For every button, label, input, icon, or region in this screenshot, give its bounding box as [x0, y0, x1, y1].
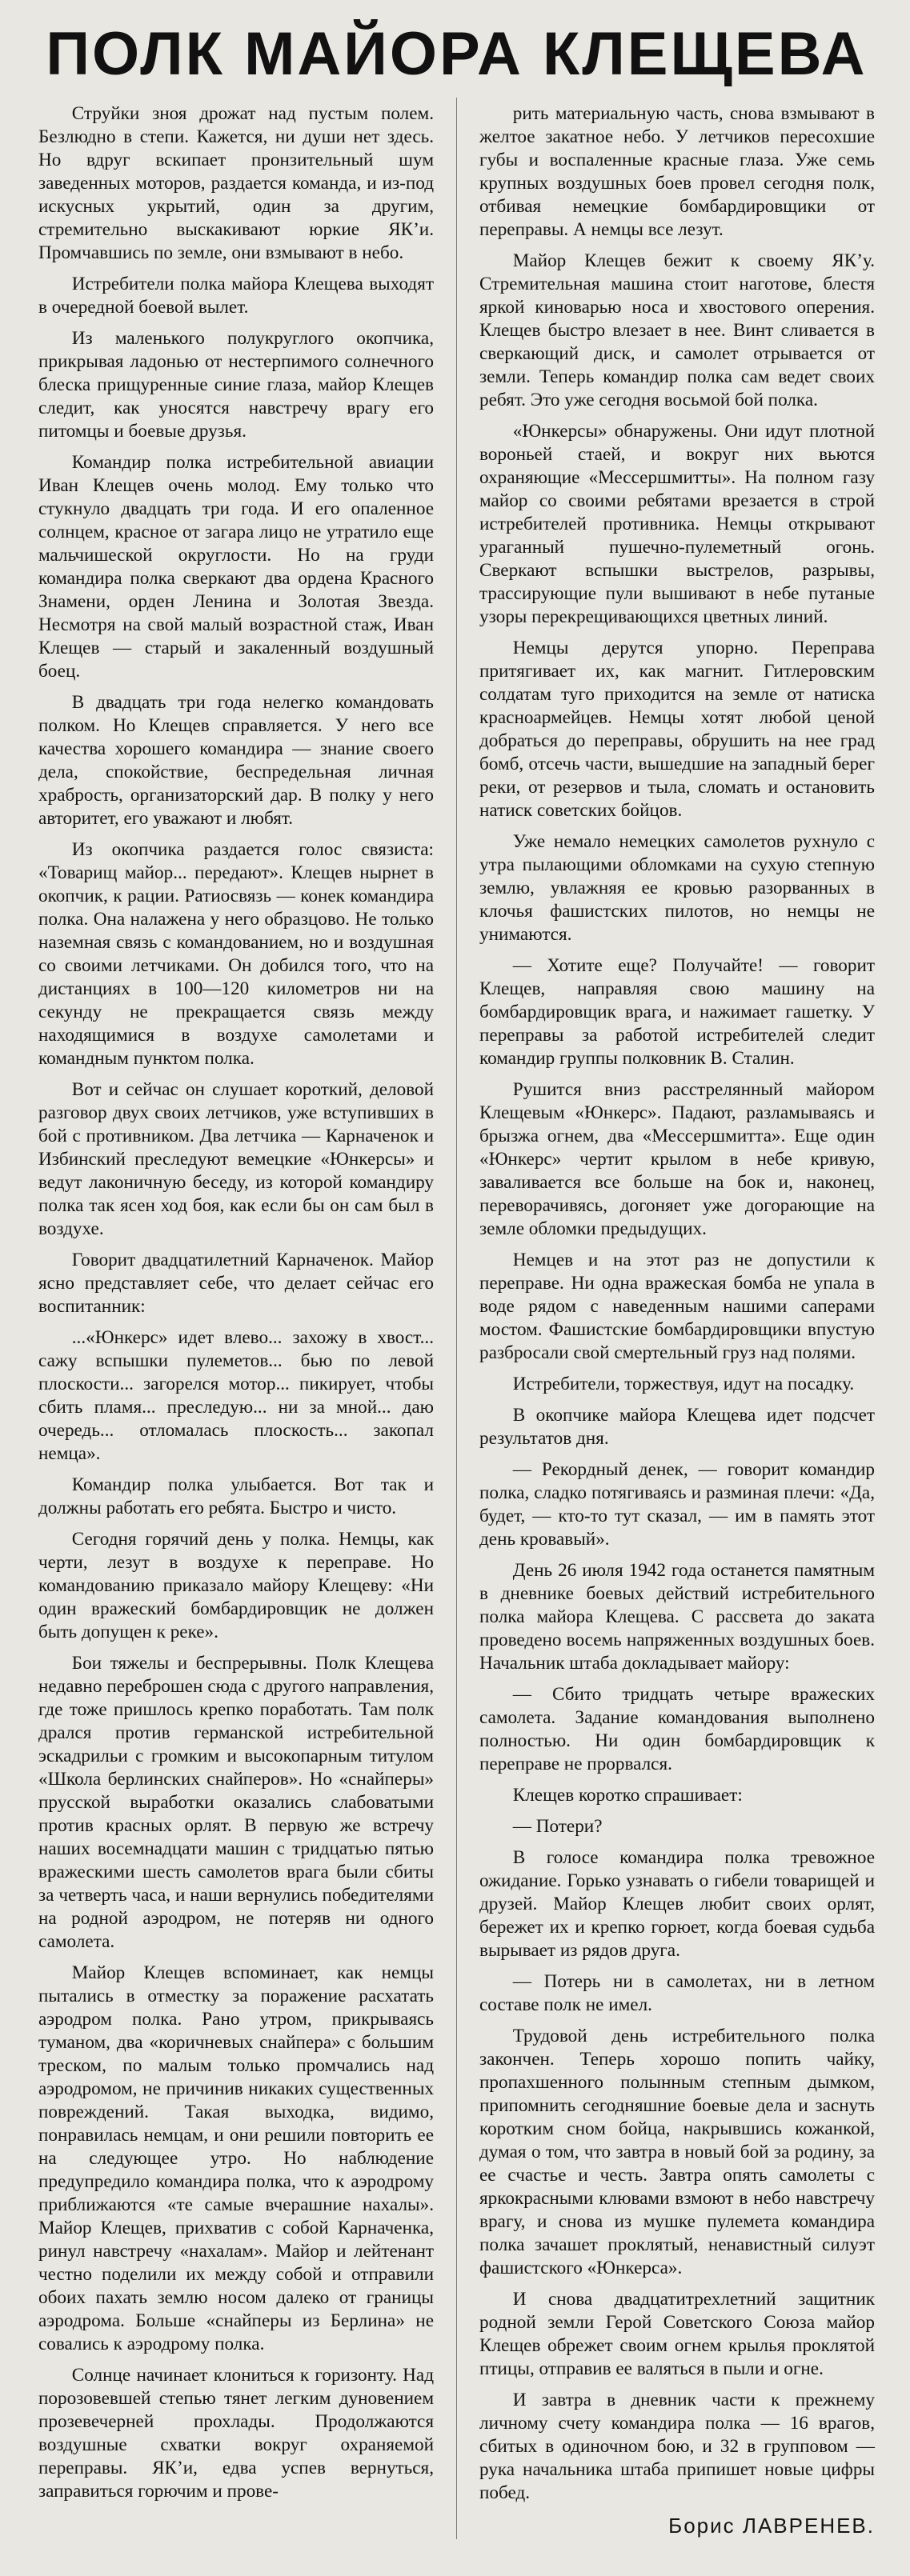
paragraph: И завтра в дневник части к прежнему личному счету командира полка — 16 врагов, сбитых в одиночном бою, и 32 в групповом — рука начальника штаба припишет новые цифры побед. — [479, 2390, 875, 2503]
paragraph: «Юнкерсы» обнаружены. Они идут плотной вороньей стаей, и вокруг них вьются охраняющие «Мессершмитты». На полном газу майор со своими ребятами врезается в строй истребителей противника. Немцы открывают ураганный пушечно-пулеметный огонь. Сверкают вспышки выстрелов, разрывы, трассирующие пули вышивают в небе путаные узоры перекрещивающихся цветных линий. — [479, 421, 875, 627]
paragraph: — Потерь ни в самолетах, ни в летном составе полк не имел. — [479, 1971, 875, 2015]
paragraph: Из маленького полукруглого окопчика, прикрывая ладонью от нестерпимого солнечного блеска прищуренные синие глаза, майор Клещев следит, как уносятся навстречу врагу его питомцы и боевые друзья. — [38, 328, 434, 442]
article-title: ПОЛК МАЙОРА КЛЕЩЕВА — [46, 20, 868, 88]
paragraph: Сегодня горячий день у полка. Немцы, как черти, лезут в воздухе к переправе. Но командованию приказало майору Клещеву: «Ни один вражеский бомбардировщик не должен быть допущен к реке». — [38, 1529, 434, 1642]
paragraph: Истребители, торжествуя, идут на посадку. — [512, 1374, 855, 1394]
paragraph: — Рекордный денек, — говорит командир полка, сладко потягиваясь и разминая плечи: «Да, будет, — кто-то тут сказал, — им в память этот день кровавый». — [479, 1459, 875, 1550]
article-body — [38, 102, 875, 2539]
left-column — [38, 102, 434, 2511]
column-divider — [456, 98, 457, 2539]
paragraph: Трудовой день истребительного полка закончен. Теперь хорошо попить чайку, пропахшенного полынным степным дымком, припомнить сегодняшние боевые дела и заснуть коротким сном бойца, накрывшись кожанкой, думая о том, что завтра в новый бой за родину, за ее счастье и честь. Завтра опять самолеты с яркокрасными клювами взмоют в небо навстречу врагу, и снова из мушке пулемета командира полка зачашет проклятый, ненавистный силуэт фашистского «Юнкерса». — [479, 2026, 875, 2278]
paragraph: Командир полка улыбается. Вот так и должны работать его ребята. Быстро и чисто. — [38, 1474, 434, 1518]
paragraph: И снова двадцатитрехлетний защитник родной земли Герой Советского Союза майор Клещев обрежет своим огнем крылья проклятой птицы, отправив ее валяться в пыли и огне. — [479, 2289, 875, 2379]
paragraph: ...«Юнкерс» идет влево... захожу в хвост... сажу вспышки пулеметов... бью по левой плоскости... загорелся мотор... пикирует, чтобы сбить пламя... преследую... ни за мной... даю очередь... отломалась плоскость... закопал немца». — [38, 1327, 434, 1464]
right-column — [479, 102, 875, 2539]
paragraph: Клещев коротко спрашивает: — [512, 1785, 743, 1806]
paragraph: Майор Клещев бежит к своему ЯК’у. Стремительная машина стоит наготове, блестя яркой киноварью носа и хвостового оперения. Клещев быстро влезает в нее. Винт сливается в сверкающий диск, и самолет отрывается от земли. Теперь командир полка сам ведет своих ребят. Это уже сегодня восьмой бой полка. — [479, 250, 875, 410]
paragraph: День 26 июля 1942 года останется памятным в дневнике боевых действий истребительного полка майора Клещева. С рассвета до заката проведено восемь напряженных воздушных боев. Начальник штаба докладывает майору: — [479, 1560, 875, 1674]
paragraph: Немцев и на этот раз не допустили к переправе. Ни одна вражеская бомба не упала в воде рядом с наведенным нашими саперами мостом. Фашистские бомбардировщики впустую разбросали свой смертельный груз над полями. — [479, 1250, 875, 1363]
paragraph: рить материальную часть, снова взмывают в желтое закатное небо. У летчиков пересохшие губы и воспаленные красные глаза. Уже семь крупных воздушных боев провел сегодня полк, отбивая немецкие бомбардировщики от переправы. А немцы все лезут. — [479, 103, 875, 240]
paragraph: Уже немало немецких самолетов рухнуло с утра пылающими обломками на сухую степную землю, увлажняя ее кровью разорванных в клочья фашистских пилотов, но немцы не унимаются. — [479, 831, 875, 945]
paragraph: В окопчике майора Клещева идет подсчет результатов дня. — [479, 1405, 875, 1449]
paragraph: — Сбито тридцать четыре вражеских самолета. Задание командования выполнено полностью. Ни один бомбардировщик к переправе не прорвался. — [479, 1684, 875, 1774]
paragraph: Командир полка истребительной авиации Иван Клещев очень молод. Ему только что стукнуло двадцать три года. И его опаленное солнцем, красное от загара лицо не утратило еще мальчишеской округлости. Но на груди командира полка сверкают два ордена Красного Знамени, орден Ленина и Золотая Звезда. Несмотря на свой малый возрастной стаж, Иван Клещев — старый и закаленный воздушный боец. — [38, 452, 434, 682]
paragraph: — Хотите еще? Получайте! — говорит Клещев, направляя свою машину на бомбардировщик врага, и нажимает гашетку. У переправы за работой истребителей следит командир группы полковник В. Сталин. — [479, 955, 875, 1069]
paragraph: В двадцать три года нелегко командовать полком. Но Клещев справляется. У него все качества хорошего командира — знание своего дела, спокойствие, беспредельная личная храбрость, организаторский дар. В полку у него авторитет, его уважают и любят. — [38, 692, 434, 829]
paragraph: Истребители полка майора Клещева выходят в очередной боевой вылет. — [38, 274, 434, 318]
paragraph: Немцы дерутся упорно. Переправа притягивает их, как магнит. Гитлеровским солдатам туго приходится на земле от натиска красноармейцев. Немцы хотят любой ценой добраться до переправы, обрушить на нее град бомб, отсечь части, вышедшие на западный берег реки, от резервов и тыла, сломать и остановить натиск советских бойцов. — [479, 638, 875, 821]
paragraph: Рушится вниз расстрелянный майором Клещевым «Юнкерс». Падают, разламываясь и брызжа огнем, два «Мессершмитта». Еще один «Юнкерс» чертит крылом в небе кривую, заваливается все больше на бок и, наконец, переворачивясь, догоняет уже догорающие на земле обломки предыдущих. — [479, 1079, 875, 1239]
paragraph: Майор Клещев вспоминает, как немцы пытались в отместку за поражение расхатать аэродром полка. Рано утром, прикрываясь туманом, два «коричневых снайпера» с большим треском, по малым только промчались над аэродромом, не причинив никаких существенных повреждений. Такая выходка, видимо, понравилась немцам, и они решили повторить ее на следующее утро. Но наблюдение предупредило командира полка, что к аэродрому приближаются «те самые вчерашние нахалы». Майор Клещев, прихватив с собой Карначенка, ринул навстречу «нахалам». Майор и лейтенант честно поделили их между собой и отправили обоих пахать землю носом далеко от границы аэродрома. Больше «снайперы из Берлина» не совались к аэродрому полка. — [38, 1962, 434, 2354]
paragraph: Солнце начинает клониться к горизонту. Над порозовевшей степью тянет легким дуновением прозевечерней прохлады. Продолжаются воздушные схватки вокруг охраняемой переправы. ЯК’и, едва успев вернуться, заправиться горючим и прове- — [38, 2365, 434, 2502]
paragraph: Струйки зноя дрожат над пустым полем. Безлюдно в степи. Кажется, ни души нет здесь. Но вдруг вскипает пронзительный шум заведенных моторов, раздается команда, и из-под искусных укрытий, один за другим, стремительно выскакивают юркие ЯК’и. Промчавшись по земле, они взмывают в небо. — [38, 103, 434, 263]
paragraph: Вот и сейчас он слушает короткий, деловой разговор двух своих летчиков, уже вступивших в бой с противником. Два летчика — Карначенок и Избинский преследуют вемецкие «Юнкерсы» и ведут лаконичную беседу, из которой командиру полка так ясен ход боя, как если бы он сам был в воздухе. — [38, 1079, 434, 1239]
paragraph: Из окопчика раздается голос связиста: «Товарищ майор... передают». Клещев нырнет в окопчик, к рации. Ратиосвязь — конек командира полка. Она налажена у него образцово. Не только наземная связь с командованием, но и воздушная со своими летчиками. Он добился того, что на дистанциях в 100—120 километров ни на секунду не прекращается связь между находящимися в воздухе самолетами и командным пунктом полка. — [38, 839, 434, 1069]
paragraph: — Потери? — [512, 1816, 603, 1837]
paragraph: В голосе командира полка тревожное ожидание. Горько узнавать о гибели товарищей и друзей. Майор Клещев любит своих орлят, бережет их и крепко горюет, когда боевая судьба вырывает из рядов друга. — [479, 1847, 875, 1961]
paragraph: Бои тяжелы и беспрерывны. Полк Клещева недавно переброшен сюда с другого направления, где тоже пришлось крепко поработать. Там полк дрался против германской истребительной эскадрильи с громким и высокопарным титулом «Школа берлинских снайперов». Но «снайперы» прусской выработки оказались слабоватыми против красных орлят. В первую же встречу наших восемнадцати машин с тридцатью пятью вражескими шесть самолетов врага были сбиты за четверть часа, и наши вернулись победителями на родной аэродром, не потеряв ни одного самолета. — [38, 1653, 434, 1952]
byline: Борис ЛАВРЕНЕВ. — [668, 2514, 875, 2538]
paragraph: Говорит двадцатилетний Карначенок. Майор ясно представляет себе, что делает сейчас его воспитанник: — [38, 1250, 434, 1317]
